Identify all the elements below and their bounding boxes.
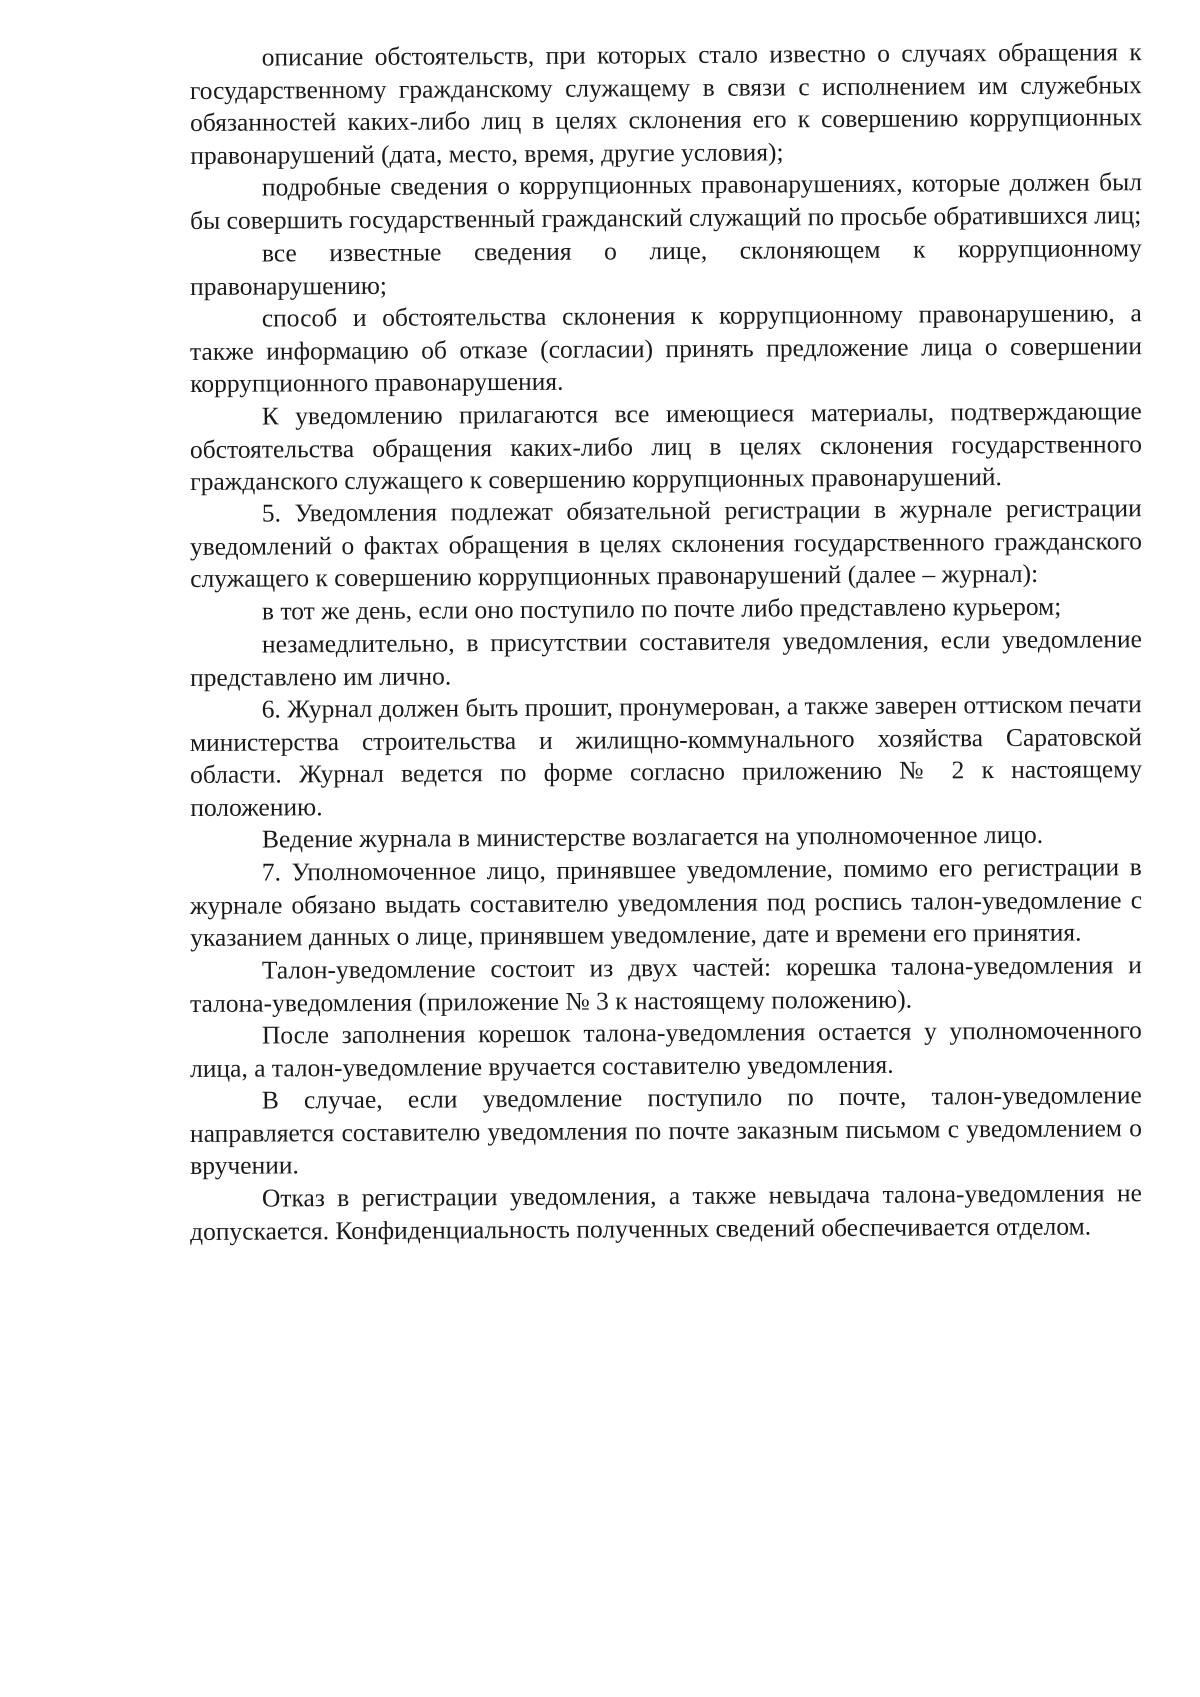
paragraph-violation-details: подробные сведения о коррупционных правонарушениях, которые должен был бы совершить государственный гражданский служащий по просьбе обратившихся лиц; xyxy=(190,167,1142,235)
paragraph-method: способ и обстоятельства склонения к коррупционному правонарушению, а также информацию об отказе (согласии) принять предложение лица о совершении коррупционного правонарушения. xyxy=(189,297,1143,398)
paragraph-immediately: незамедлительно, в присутствии составителя уведомления, если уведомление представлено им лично. xyxy=(190,623,1142,692)
paragraph-circumstances: описание обстоятельств, при которых стало известно о случаях обращения к государственному гражданскому служащему в связи с исполнением им служебных обязанностей каких-либо лиц в целях склонения его к совершению коррупционных правонарушений (дата, место, время, другие условия); xyxy=(189,37,1143,170)
paragraph-by-mail: В случае, если уведомление поступило по почте, талон-уведомление направляется составителю уведомления по почте заказным письмом с уведомлением о вручении. xyxy=(189,1080,1143,1181)
paragraph-journal-keeping: Ведение журнала в министерстве возлагается на уполномоченное лицо. xyxy=(261,820,1044,854)
paragraph-after-filling: После заполнения корешок талона-уведомления остается у уполномоченного лица, а талон-уведомление вручается составителю уведомления. xyxy=(190,1014,1142,1083)
paragraph-talon-parts: Талон-уведомление состоит из двух частей: корешка талона-уведомления и талона-уведомления (приложение № 3 к настоящему положению). xyxy=(190,949,1142,1018)
paragraph-same-day: в тот же день, если оно поступило по почте либо представлено курьером; xyxy=(261,591,1062,626)
paragraph-person-info: все известные сведения о лице, склоняющем к коррупционному правонарушению; xyxy=(190,232,1142,301)
paragraph-attachments: К уведомлению прилагаются все имеющиеся материалы, подтверждающие обстоятельства обращения каких-либо лиц в целях склонения государственного гражданского служащего к совершению коррупционных правонарушений. xyxy=(189,395,1143,496)
paragraph-item-5: 5. Уведомления подлежат обязательной регистрации в журнале регистрации уведомлений о фактах обращения в целях склонения государственного гражданского служащего к совершению коррупционных правонарушений (далее – журнал): xyxy=(189,493,1143,594)
paragraph-refusal: Отказ в регистрации уведомления, а также невыдача талона-уведомления не допускается. Конфиденциальность полученных сведений обеспечивается отделом. xyxy=(190,1177,1142,1246)
paragraph-item-6: 6. Журнал должен быть прошит, пронумерован, а также заверен оттиском печати министерства строительства и жилищно-коммунального хозяйства Саратовской области. Журнал ведется по форме согласно приложению № 2 к настоящему положению. xyxy=(189,689,1143,822)
document-body xyxy=(189,37,1143,1248)
paragraph-item-7: 7. Уполномоченное лицо, принявшее уведомление, помимо его регистрации в журнале обязано выдать составителю уведомления под роспись талон-уведомление с указанием данных о лице, принявшем уведомление, дате и времени его принятия. xyxy=(189,852,1143,953)
